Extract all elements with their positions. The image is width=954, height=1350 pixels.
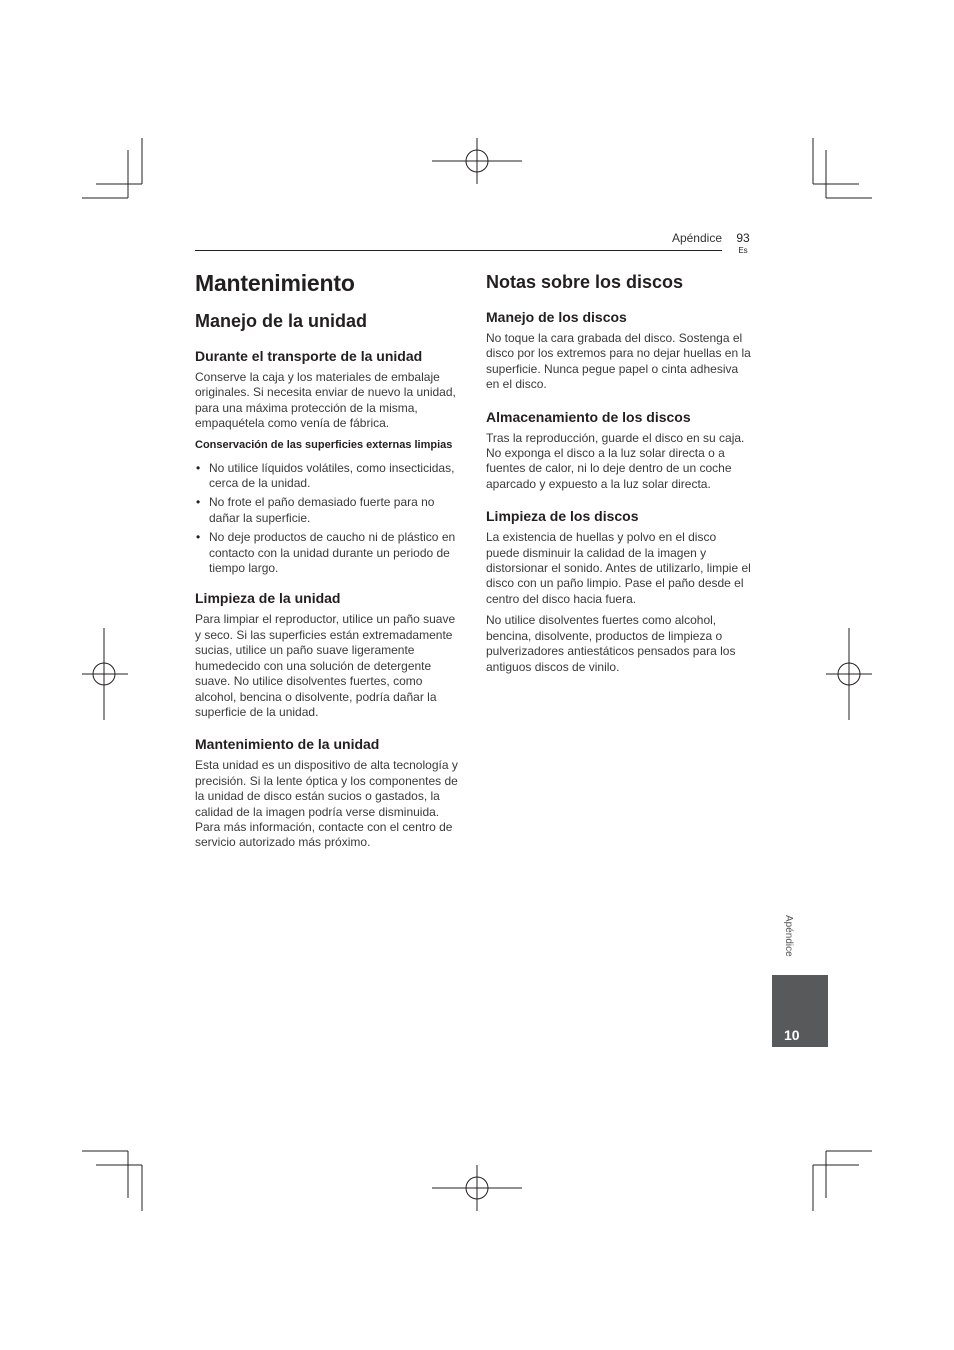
paragraph-unit-cleaning: Para limpiar el reproductor, utilice un paño suave y seco. Si las superficies están extremadamente sucias, utilice un paño suave ligeramente humedecido con una solución de detergente suave. No utilice disolventes fuertes, como alcohol, bencina o disolvente, podría dañar la superficie de la unidad. xyxy=(195,612,456,719)
side-section-label: Apéndice xyxy=(783,915,794,957)
crop-mark-top-left xyxy=(82,138,142,198)
list-item: • No utilice líquidos volátiles, como insecticidas, cerca de la unidad. xyxy=(195,461,460,492)
page-number: 93 xyxy=(736,231,750,245)
surfaces-list xyxy=(195,461,460,577)
section-title-disc-notes: Notas sobre los discos xyxy=(486,272,684,292)
right-column xyxy=(486,272,751,691)
registration-mark-left xyxy=(82,628,128,720)
crop-mark-bottom-right xyxy=(813,1151,872,1211)
heading-disc-cleaning: Limpieza de los discos xyxy=(486,508,639,525)
paragraph-disc-handling: No toque la cara grabada del disco. Sostenga el disco por los extremos para no dejar huellas en la superficie. Nunca pegue papel o cinta adhesiva en el disco. xyxy=(486,331,751,392)
crop-mark-top-right xyxy=(813,138,872,198)
paragraph-transport: Conserve la caja y los materiales de embalaje originales. Si necesita enviar de nuevo la unidad, para una máxima protección de la misma, empaquétela como venía de fábrica. xyxy=(195,370,456,431)
header-section-name: Apéndice xyxy=(671,231,722,245)
heading-disc-handling: Manejo de los discos xyxy=(486,309,627,325)
heading-transport: Durante el transporte de la unidad xyxy=(195,348,423,364)
heading-unit-maintenance: Mantenimiento de la unidad xyxy=(195,736,380,753)
paragraph-disc-storage: Tras la reproducción, guarde el disco en su caja. No exponga el disco a la luz solar directa o a fuentes de calor, ni lo deje dentro de un coche aparcado y expuesto a la luz solar directa. xyxy=(486,430,745,491)
heading-unit-cleaning: Limpieza de la unidad xyxy=(195,590,341,607)
chapter-tab xyxy=(772,975,828,1047)
registration-mark-right xyxy=(826,628,872,720)
crop-mark-bottom-left xyxy=(82,1151,142,1211)
chapter-number: 10 xyxy=(784,1027,800,1043)
header-rule xyxy=(195,250,722,251)
registration-mark-bottom xyxy=(432,1165,522,1211)
heading-surfaces: Conservación de las superficies externas limpias xyxy=(195,438,453,451)
paragraph-disc-cleaning-2: No utilice disolventes fuertes como alcohol, bencina, disolvente, productos de limpieza o pulverizadores antiestáticos pensados para los antiguos discos de vinilo. xyxy=(486,613,736,674)
left-column xyxy=(195,270,460,867)
paragraph-disc-cleaning-1: La existencia de huellas y polvo en el disco puede disminuir la calidad de la imagen y distorsionar el sonido. Antes de utilizarlo, limpie el disco con un paño limpio. Pase el paño desde el centro del disco hacia fuera. xyxy=(486,530,751,606)
registration-mark-top xyxy=(432,138,522,184)
heading-disc-storage: Almacenamiento de los discos xyxy=(486,408,691,425)
language-code: Es xyxy=(738,246,748,255)
list-item: • No deje productos de caucho ni de plástico en contacto con la unidad durante un periodo de tiempo largo. xyxy=(195,530,460,576)
page-title: Mantenimiento xyxy=(195,270,355,296)
section-title-unit-handling: Manejo de la unidad xyxy=(195,311,368,331)
list-item: • No frote el paño demasiado fuerte para no dañar la superficie. xyxy=(195,495,460,526)
paragraph-unit-maintenance: Esta unidad es un dispositivo de alta tecnología y precisión. Si la lente óptica y los componentes de la unidad de disco están sucios o gastados, la calidad de la imagen podría verse disminuida. Para más información, contacte con el centro de servicio autorizado más próximo. xyxy=(195,758,458,850)
